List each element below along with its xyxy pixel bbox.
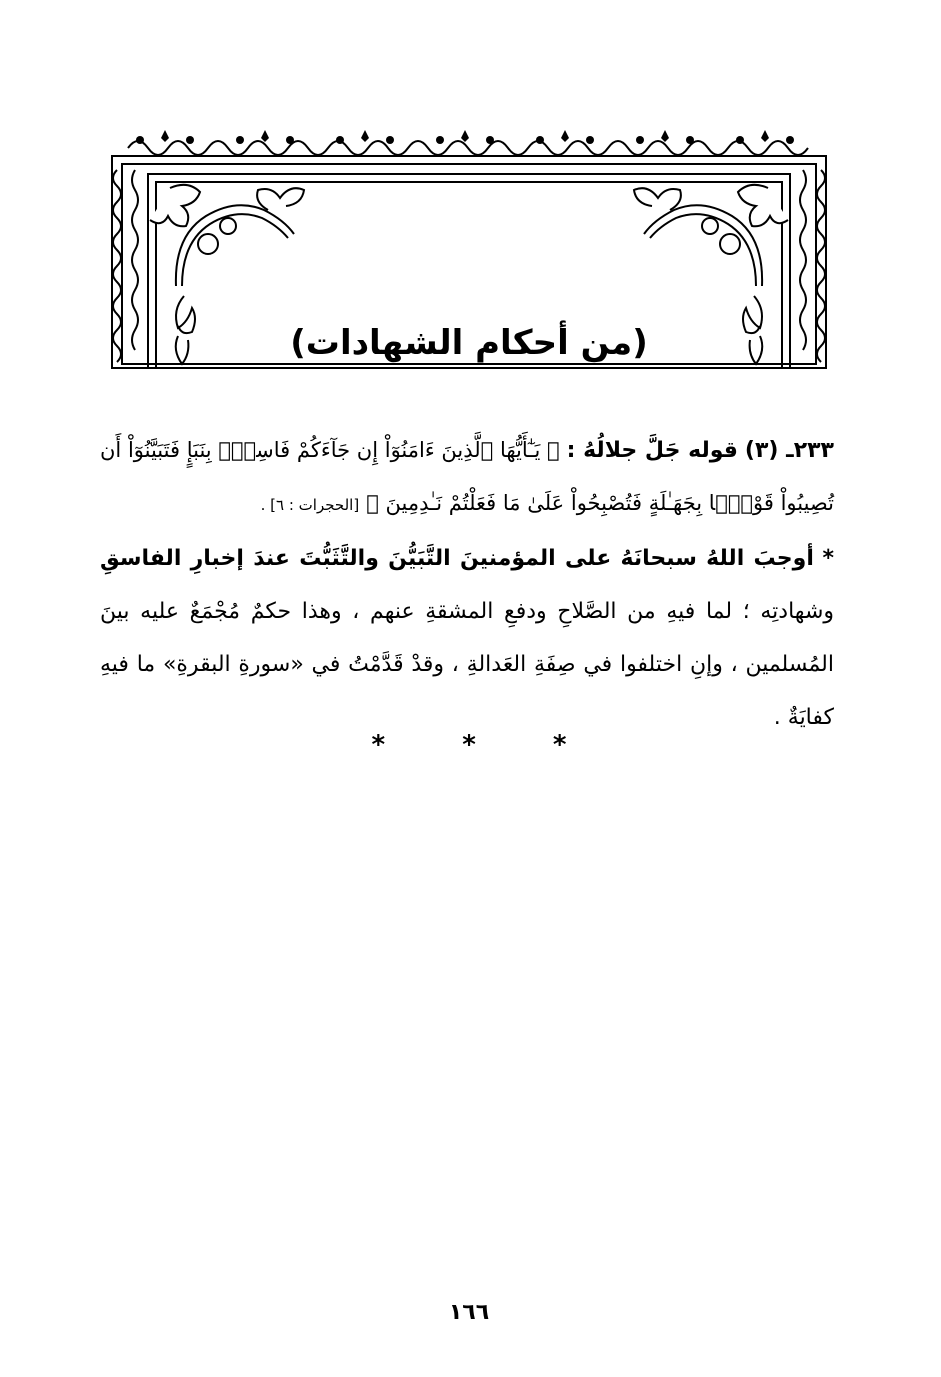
commentary-lead: أوجبَ اللهُ سبحانَهُ على المؤمنينَ التَّبَيُّنَ والتَّثَبُّتَ عندَ إخبارِ الفاسقِ bbox=[100, 546, 814, 571]
page-number: ١٦٦ bbox=[448, 1300, 490, 1325]
commentary-paragraph bbox=[100, 532, 834, 744]
scroll-ornament-row bbox=[128, 141, 808, 155]
entry-number: ٢٣٣ـ (٣) bbox=[744, 438, 834, 463]
body-text bbox=[100, 424, 834, 744]
entry-intro: قوله جَلَّ جلالُهُ : bbox=[566, 438, 738, 463]
verse-reference: [الحجرات : ٦] . bbox=[260, 496, 360, 514]
quran-verse: ﴿ يَـٰٓأَيُّهَا ٱلَّذِينَ ءَامَنُوٓاْ إِن جَآءَكُمْ فَاسِقُۢ بِنَبَإٍ فَتَبَيَّنُوٓاْ أَن تُصِيبُواْ قَوْمًۢا بِجَهَـٰلَةٍ فَتُصْبِحُواْ عَلَىٰ مَا فَعَلْتُمْ نَـٰدِمِينَ ﴾ bbox=[100, 438, 834, 515]
entry-paragraph bbox=[100, 424, 834, 532]
commentary-marker: * bbox=[822, 546, 834, 571]
section-separator: * * * bbox=[371, 730, 601, 760]
chapter-title: (من أحكام الشهادات) bbox=[290, 323, 648, 363]
commentary-text: وشهادتِه ؛ لما فيهِ من الصَّلاحِ ودفعِ المشقةِ عنهم ، وهذا حكمٌ مُجْمَعٌ عليه بينَ المُسلمين ، وإنِ اختلفوا في صِفَةِ العَدالةِ ، وقدْ قَدَّمْتُ في «سورةِ البقرةِ» ما فيهِ كفايَةٌ . bbox=[100, 599, 834, 730]
